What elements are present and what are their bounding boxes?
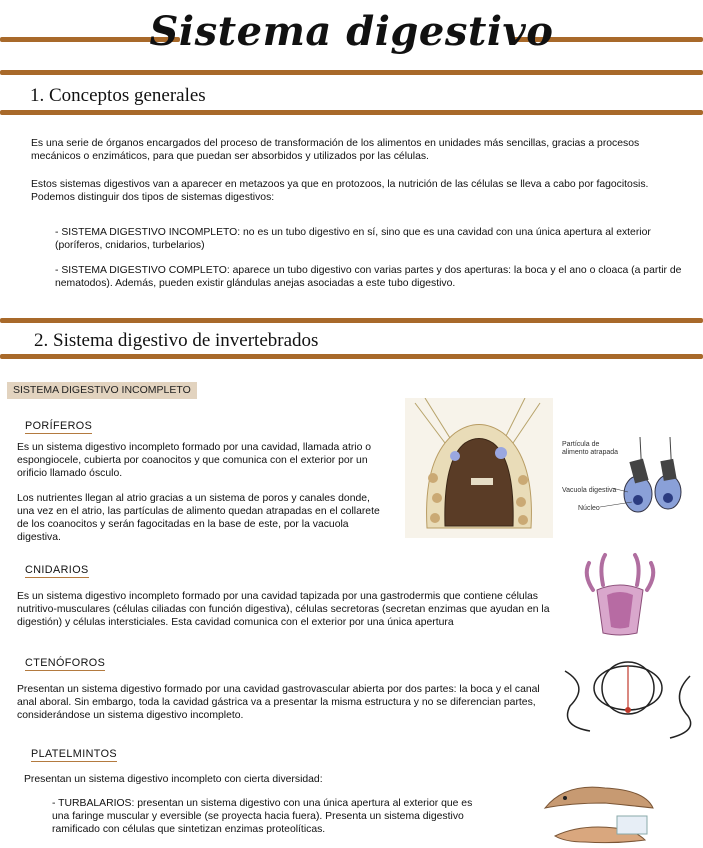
section1-rule — [0, 110, 703, 115]
vacuola-label: Vacuola digestiva — [562, 487, 617, 494]
flatworm-illustration — [535, 768, 660, 848]
section1-bullet-completo: - SISTEMA DIGESTIVO COMPLETO: aparece un tubo digestivo con varias partes y dos aperturas: la boca y el ano o cloaca (a partir de nematodos). Además, pueden existir glándulas anejas asociadas a este tubo digestivo. — [55, 265, 682, 289]
turbelarios-paragraph: - TURBALARIOS: presentan un sistema digestivo con una única apertura al exterior que es una faringe muscular y eversible (se proyecta hacia fuera). Presenta un sistema digestivo ramificado con células que sintetizan enzimas proteolíticas. — [52, 798, 473, 835]
cnidarios-paragraph: Es un sistema digestivo incompleto formado por una cavidad tapizada por una gastrodermis que contiene células nutritivo-musculares (células ciliadas con función digestiva), células secretoras (secretan enzimas que ayudan en la digestión) y células intersticiales. Esta cavidad comunica con el exterior por una única apertura — [17, 591, 550, 628]
platelmintos-heading: PLATELMINTOS — [31, 748, 117, 760]
section1-bullet-incompleto: - SISTEMA DIGESTIVO INCOMPLETO: no es un tubo digestivo en sí, sino que es una cavidad con una única apertura al exterior (poríferos, cnidarios, turbelarios) — [55, 227, 651, 251]
section1-paragraph-2: Estos sistemas digestivos van a aparecer en metazoos ya que en protozoos, la nutrición de las células se lleva a cabo por fagocitosis. Podemos distinguir dos tipos de sistemas digestivos: — [31, 179, 649, 203]
poriferos-paragraph-1: Es un sistema digestivo incompleto formado por una cavidad, llamada atrio o espongiocele, cubierta por coanocitos y que comunica con el exterior por un orificio llamado ósculo. — [17, 442, 372, 479]
section1-heading: 1. Conceptos generales — [30, 85, 206, 106]
section1-paragraph-1: Es una serie de órganos encargados del proceso de transformación de los alimentos en unidades más sencillas, gracias a procesos mecánicos o enzimáticos, para que puedan ser absorbidos y utilizados por las células. — [31, 138, 640, 162]
cnidarian-illustration — [575, 545, 665, 640]
choanocyte-illustration — [560, 432, 690, 532]
particula-label: Partícula de alimento atrapada — [562, 441, 619, 456]
page-title: Sistema digestivo — [149, 8, 554, 55]
ctenophore-illustration — [560, 646, 698, 746]
title-rule-bottom — [0, 70, 703, 75]
poriferos-paragraph-2: Los nutrientes llegan al atrio gracias a un sistema de poros y canales donde, una vez en el atrio, las partículas de alimento quedan atrapadas en el collarete de los coanocitos y serán fagocitadas en la base de este, por la vacuola digestiva. — [17, 493, 380, 543]
ctenoforos-paragraph: Presentan un sistema digestivo formado por una cavidad gastrovascular abierta por dos partes: la boca y el canal anal aboral. Sin embargo, toda la cavidad gástrica va a presentar la misma estructura y no se diferencian partes, considerándose un sistema digestivo incompleto. — [17, 684, 540, 721]
ctenoforos-heading: CTENÓFOROS — [25, 657, 106, 669]
section2-rule-top — [0, 318, 703, 323]
poriferos-heading: PORÍFEROS — [25, 420, 93, 432]
nucleo-label: Núcleo — [578, 505, 600, 512]
section2-heading: 2. Sistema digestivo de invertebrados — [34, 330, 319, 351]
platelmintos-intro: Presentan un sistema digestivo incompleto con cierta diversidad: — [24, 774, 323, 785]
section2-rule-bottom — [0, 354, 703, 359]
cnidarios-heading: CNIDARIOS — [25, 564, 89, 576]
sponge-illustration — [405, 398, 553, 538]
incompleto-tag: SISTEMA DIGESTIVO INCOMPLETO — [7, 382, 197, 399]
